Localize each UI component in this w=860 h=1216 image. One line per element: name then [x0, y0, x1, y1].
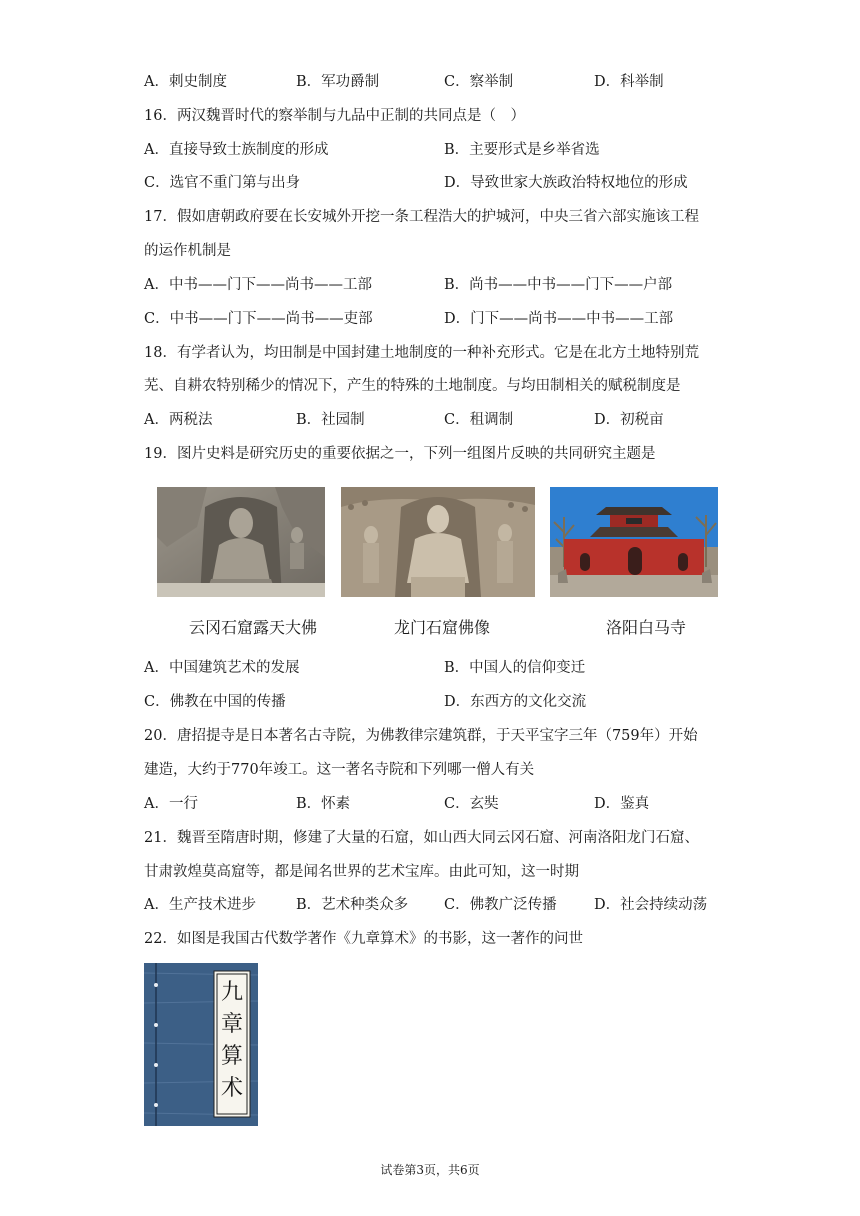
- white-horse-temple-image: [550, 487, 718, 597]
- q21-option-c: C．佛教广泛传播: [444, 897, 557, 913]
- yungang-grotto-image: [157, 487, 325, 597]
- q15-option-c: C．察举制: [444, 74, 514, 90]
- q19-option-c: C．佛教在中国的传播: [144, 694, 286, 710]
- jiuzhang-suanshu-book-image: [144, 963, 258, 1126]
- q18-option-c: C．租调制: [444, 412, 514, 428]
- q21-option-a: A．生产技术进步: [144, 897, 256, 913]
- book-title-char-4: 术: [220, 1076, 243, 1101]
- caption-baimasi: 洛阳白马寺: [606, 618, 687, 637]
- q16-option-b: B．主要形式是乡举省选: [444, 142, 600, 158]
- q20-stem-line1: 20．唐招提寺是日本著名古寺院，为佛教律宗建筑群，于天平宝字三年（759年）开始: [144, 728, 698, 744]
- q20-option-d: D．鉴真: [594, 796, 650, 812]
- book-title-char-3: 算: [220, 1044, 243, 1069]
- q20-option-b: B．怀素: [296, 796, 351, 812]
- q18-option-a: A．两税法: [144, 412, 213, 428]
- book-title-char-1: 九: [220, 980, 243, 1005]
- q16-option-c: C．选官不重门第与出身: [144, 175, 301, 191]
- q18-option-d: D．初税亩: [594, 412, 664, 428]
- q18-stem-line2: 芜、自耕农特别稀少的情况下，产生的特殊的土地制度。与均田制相关的赋税制度是: [144, 378, 681, 394]
- q17-stem-line2: 的运作机制是: [144, 243, 231, 259]
- q22-stem: 22．如图是我国古代数学著作《九章算术》的书影，这一著作的问世: [144, 931, 583, 947]
- q20-stem-line2: 建造，大约于770年竣工。这一著名寺院和下列哪一僧人有关: [144, 762, 535, 778]
- q18-option-b: B．社园制: [296, 412, 365, 428]
- q18-stem-line1: 18．有学者认为，均田制是中国封建土地制度的一种补充形式。它是在北方土地特别荒: [144, 345, 699, 361]
- q19-option-a: A．中国建筑艺术的发展: [144, 660, 300, 676]
- q17-option-b: B．尚书——中书——门下——户部: [444, 277, 673, 293]
- q20-option-c: C．玄奘: [444, 796, 499, 812]
- q16-stem: 16．两汉魏晋时代的察举制与九品中正制的共同点是（ ）: [144, 108, 525, 124]
- q15-option-d: D．科举制: [594, 74, 664, 90]
- q16-option-a: A．直接导致士族制度的形成: [144, 142, 329, 158]
- q21-stem-line1: 21．魏晋至隋唐时期，修建了大量的石窟，如山西大同云冈石窟、河南洛阳龙门石窟、: [144, 830, 699, 846]
- q17-stem-line1: 17．假如唐朝政府要在长安城外开挖一条工程浩大的护城河，中央三省六部实施该工程: [144, 209, 699, 225]
- q21-option-d: D．社会持续动荡: [594, 897, 708, 913]
- caption-yungang: 云冈石窟露天大佛: [189, 618, 318, 637]
- q20-option-a: A．一行: [144, 796, 198, 812]
- longmen-grotto-image: [341, 487, 535, 597]
- q15-option-b: B．军功爵制: [296, 74, 380, 90]
- q21-option-b: B．艺术种类众多: [296, 897, 409, 913]
- book-title-char-2: 章: [220, 1012, 243, 1037]
- caption-longmen: 龙门石窟佛像: [394, 618, 491, 637]
- q19-stem: 19．图片史料是研究历史的重要依据之一，下列一组图片反映的共同研究主题是: [144, 446, 656, 462]
- q17-option-d: D．门下——尚书——中书——工部: [444, 311, 674, 327]
- q17-option-c: C．中书——门下——尚书——吏部: [144, 311, 373, 327]
- page-footer: 试卷第3页，共6页: [380, 1163, 480, 1177]
- q16-option-d: D．导致世家大族政治特权地位的形成: [444, 175, 688, 191]
- q21-stem-line2: 甘肃敦煌莫高窟等，都是闻名世界的艺术宝库。由此可知，这一时期: [144, 864, 579, 880]
- q15-option-a: A．刺史制度: [144, 74, 227, 90]
- q17-option-a: A．中书——门下——尚书——工部: [144, 277, 372, 293]
- q19-option-d: D．东西方的文化交流: [444, 694, 587, 710]
- q19-option-b: B．中国人的信仰变迁: [444, 660, 586, 676]
